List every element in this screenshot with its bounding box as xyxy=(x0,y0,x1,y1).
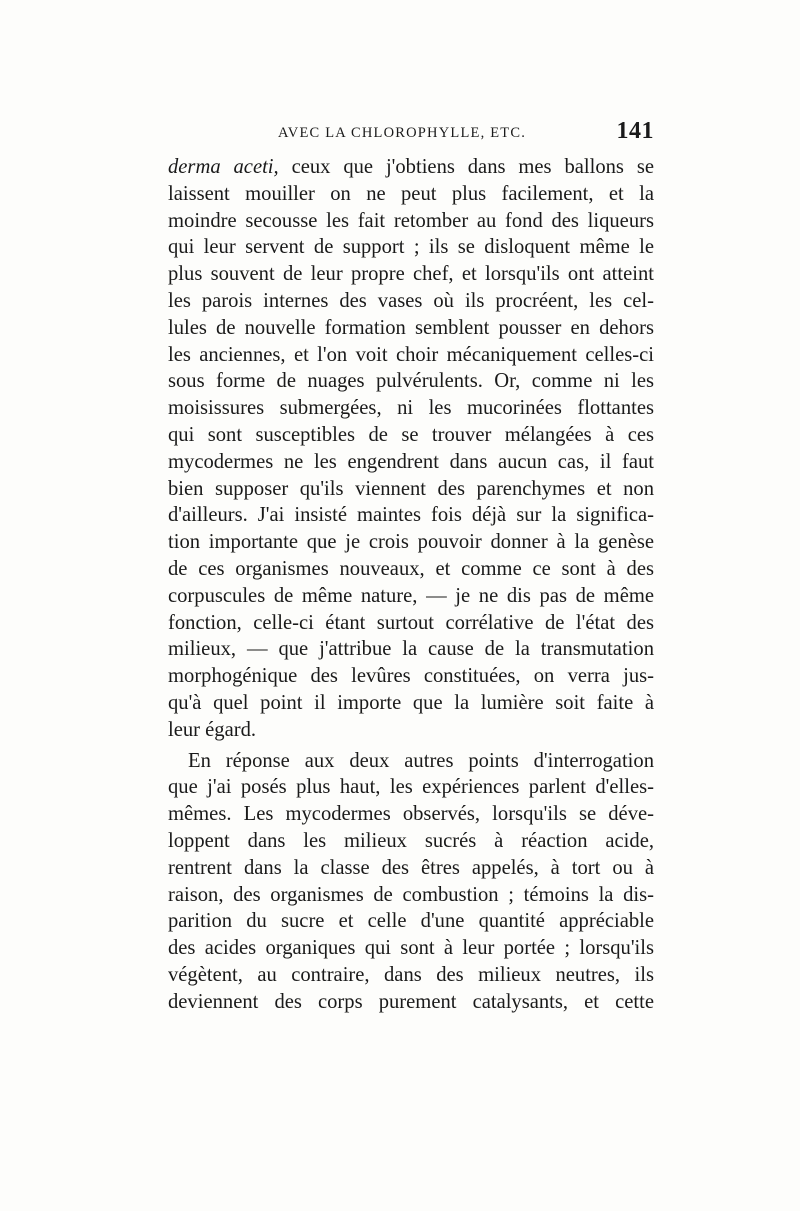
text-line: sous forme de nuages pulvérulents. Or, comme ni les xyxy=(168,370,654,393)
paragraph-1 xyxy=(168,154,654,744)
text-line: milieux, — que j'attribue la cause de la transmutation xyxy=(168,638,654,661)
text-line: mycodermes ne les engendrent dans aucun cas, il faut xyxy=(168,450,654,473)
text-line: En réponse aux deux autres points d'interrogation xyxy=(188,749,654,772)
text-line: corpuscules de même nature, — je ne dis pas de même xyxy=(168,584,654,607)
text-line: lules de nouvelle formation semblent pousser en dehors xyxy=(168,316,654,339)
text-line: moisissures submergées, ni les mucorinées flottantes xyxy=(168,397,654,420)
text-line: qui leur servent de support ; ils se disloquent même le xyxy=(168,236,654,259)
text-line: que j'ai posés plus haut, les expériences parlent d'elles- xyxy=(168,776,654,799)
page-number: 141 xyxy=(616,118,654,144)
text-line: mêmes. Les mycodermes observés, lorsqu'ils se déve- xyxy=(168,803,654,826)
body-text xyxy=(168,154,654,1016)
text-line: plus souvent de leur propre chef, et lorsqu'ils ont atteint xyxy=(168,263,654,286)
text-line: morphogénique des levûres constituées, on verra jus- xyxy=(168,665,654,688)
text-line: loppent dans les milieux sucrés à réaction acide, xyxy=(168,829,654,852)
text-line: les parois internes des vases où ils procréent, les cel- xyxy=(168,289,654,312)
text-line: parition du sucre et celle d'une quantité appréciable xyxy=(168,910,654,933)
text-line: fonction, celle-ci étant surtout corrélative de l'état des xyxy=(168,611,654,634)
text-line: moindre secousse les fait retomber au fond des liqueurs xyxy=(168,209,654,232)
text-line: qui sont susceptibles de se trouver mélangées à ces xyxy=(168,423,654,446)
text-line: les anciennes, et l'on voit choir mécaniquement celles-ci xyxy=(168,343,654,366)
text-line: rentrent dans la classe des êtres appelés, à tort ou à xyxy=(168,856,654,879)
text-line: de ces organismes nouveaux, et comme ce sont à des xyxy=(168,557,654,580)
italic-term: derma aceti, xyxy=(168,156,279,178)
running-head xyxy=(168,118,654,145)
text-line: laissent mouiller on ne peut plus facilement, et la xyxy=(168,182,654,205)
text-line: leur égard. xyxy=(168,718,257,741)
text-line: tion importante que je crois pouvoir donner à la genèse xyxy=(168,531,654,554)
text-line xyxy=(168,154,654,181)
text-line: d'ailleurs. J'ai insisté maintes fois déjà sur la significa- xyxy=(168,504,654,527)
text-line: raison, des organismes de combustion ; témoins la dis- xyxy=(168,883,654,906)
text-line: bien supposer qu'ils viennent des parenchymes et non xyxy=(168,477,654,500)
text-line-rest: ceux que j'obtiens dans mes ballons se xyxy=(291,156,654,178)
running-title: AVEC LA CHLOROPHYLLE, ETC. xyxy=(278,125,527,141)
text-line: deviennent des corps purement catalysants, et cette xyxy=(168,990,654,1013)
text-line: végètent, au contraire, dans des milieux neutres, ils xyxy=(168,963,654,986)
paragraph-2 xyxy=(168,748,654,1016)
text-line: qu'à quel point il importe que la lumière soit faite à xyxy=(168,691,654,714)
text-line: des acides organiques qui sont à leur portée ; lorsqu'ils xyxy=(168,937,654,960)
